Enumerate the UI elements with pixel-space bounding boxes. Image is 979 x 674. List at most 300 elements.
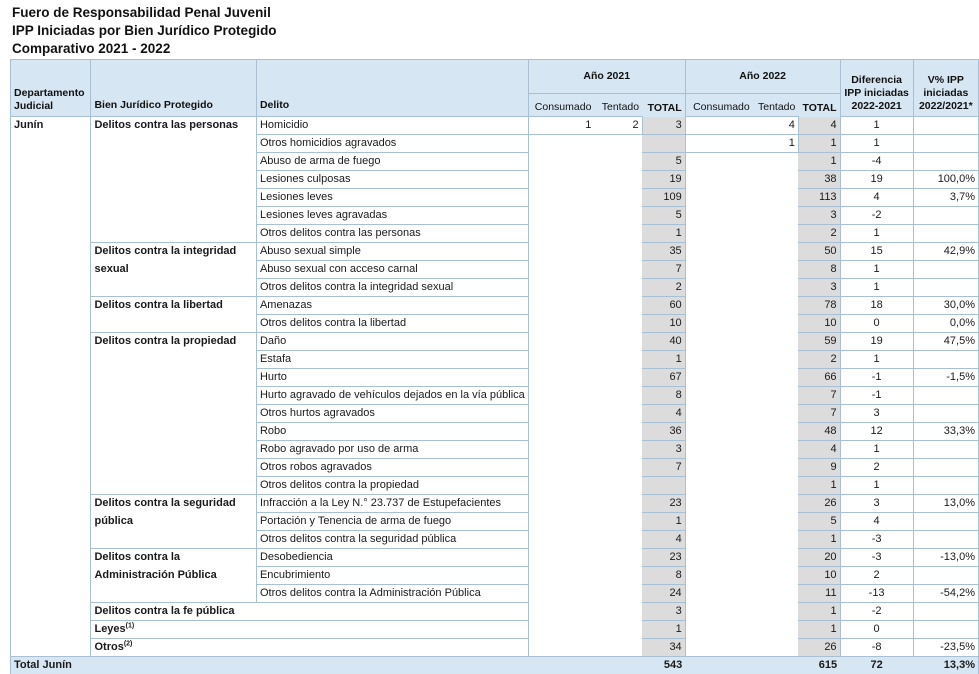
total-2022-cell: 1 — [798, 153, 840, 171]
total-2021-cell: 3 — [642, 117, 685, 135]
header-bien: Bien Jurídico Protegido — [91, 60, 257, 117]
tentado-2021-cell — [594, 621, 642, 639]
department-cell — [11, 441, 91, 459]
header-tentado-2022: Tentado — [753, 94, 799, 117]
ipp-table — [10, 59, 979, 674]
delito-cell: Amenazas — [256, 297, 528, 315]
bien-juridico-cell: Delitos contra la libertad — [91, 297, 257, 315]
total-2022-cell: 3 — [798, 279, 840, 297]
header-diferencia — [840, 60, 913, 117]
total-2022-cell: 3 — [798, 207, 840, 225]
consumado-2022-cell — [685, 225, 753, 243]
department-cell — [11, 153, 91, 171]
tentado-2021-cell — [594, 405, 642, 423]
variacion-cell: 30,0% — [913, 297, 978, 315]
department-cell — [11, 477, 91, 495]
table-row — [11, 207, 979, 225]
tentado-2021-cell — [594, 243, 642, 261]
tentado-2022-cell — [753, 153, 799, 171]
total-2021-value: 543 — [642, 657, 685, 674]
diferencia-cell: 18 — [840, 297, 913, 315]
tentado-2021-cell — [594, 207, 642, 225]
variacion-cell: -13,0% — [913, 549, 978, 567]
total-2021-cell — [642, 477, 685, 495]
total-2022-cell: 7 — [798, 387, 840, 405]
variacion-cell: 33,3% — [913, 423, 978, 441]
department-cell — [11, 567, 91, 585]
department-cell — [11, 405, 91, 423]
delito-cell: Infracción a la Ley N.° 23.737 de Estupefacientes — [256, 495, 528, 513]
tentado-2022-cell — [753, 477, 799, 495]
table-row — [11, 567, 979, 585]
table-row — [11, 603, 979, 621]
consumado-2022-cell — [685, 405, 753, 423]
total-2022-cell: 9 — [798, 459, 840, 477]
diferencia-cell: 19 — [840, 171, 913, 189]
variacion-cell: -23,5% — [913, 639, 978, 657]
total-2021-cell: 10 — [642, 315, 685, 333]
total-2021-cell: 23 — [642, 495, 685, 513]
diferencia-cell: -2 — [840, 603, 913, 621]
total-2022-cell: 59 — [798, 333, 840, 351]
diferencia-cell: 1 — [840, 225, 913, 243]
variacion-cell — [913, 387, 978, 405]
variacion-cell — [913, 117, 978, 135]
total-2022-cell: 2 — [798, 225, 840, 243]
tentado-2021-cell — [594, 369, 642, 387]
department-cell — [11, 207, 91, 225]
department-cell — [11, 513, 91, 531]
bien-juridico-cell: sexual — [91, 261, 257, 279]
consumado-2022-cell — [685, 585, 753, 603]
department-cell — [11, 387, 91, 405]
total-2021-cell: 36 — [642, 423, 685, 441]
bien-juridico-cell — [91, 153, 257, 171]
diferencia-cell: 1 — [840, 261, 913, 279]
consumado-2021-cell — [528, 189, 594, 207]
consumado-2021-cell — [528, 369, 594, 387]
header-consumado-2022: Consumado — [685, 94, 753, 117]
tentado-2021-cell — [594, 459, 642, 477]
total-2022-cell: 11 — [798, 585, 840, 603]
total-2021-cell: 1 — [642, 225, 685, 243]
diferencia-cell: 1 — [840, 351, 913, 369]
header-total-2021: TOTAL — [642, 94, 685, 117]
diferencia-cell: 0 — [840, 621, 913, 639]
bien-juridico-label: Leyes — [94, 623, 126, 635]
delito-cell: Otros homicidios agravados — [256, 135, 528, 153]
consumado-2022-cell — [685, 117, 753, 135]
total-2022-cell: 4 — [798, 441, 840, 459]
table-row — [11, 495, 979, 513]
total-2021-cell: 40 — [642, 333, 685, 351]
tentado-2021-cell — [594, 279, 642, 297]
consumado-2021-cell — [528, 621, 594, 639]
tentado-2021-cell — [594, 297, 642, 315]
tentado-2021-cell — [594, 261, 642, 279]
total-2021-cell: 5 — [642, 207, 685, 225]
total-2022-value: 615 — [798, 657, 840, 674]
consumado-2021-cell — [528, 171, 594, 189]
consumado-2021-cell — [528, 585, 594, 603]
variacion-cell: 0,0% — [913, 315, 978, 333]
consumado-2021-cell — [528, 513, 594, 531]
total-2021-cell — [642, 135, 685, 153]
delito-cell: Lesiones leves agravadas — [256, 207, 528, 225]
bien-juridico-cell — [91, 531, 257, 549]
tentado-2022-cell — [753, 603, 799, 621]
tentado-2022-cell — [753, 495, 799, 513]
department-cell — [11, 549, 91, 567]
tentado-2021-cell — [594, 477, 642, 495]
delito-cell: Abuso de arma de fuego — [256, 153, 528, 171]
diferencia-cell: -3 — [840, 549, 913, 567]
total-2021-cell: 4 — [642, 531, 685, 549]
total-2021-cell: 24 — [642, 585, 685, 603]
tentado-2022-cell — [753, 639, 799, 657]
total-empty — [594, 657, 642, 674]
consumado-2022-cell — [685, 423, 753, 441]
total-2021-cell: 19 — [642, 171, 685, 189]
consumado-2022-cell — [685, 477, 753, 495]
tentado-2022-cell — [753, 513, 799, 531]
total-diferencia-value: 72 — [840, 657, 913, 674]
bien-juridico-cell — [91, 387, 257, 405]
variacion-cell — [913, 513, 978, 531]
tentado-2021-cell — [594, 387, 642, 405]
footnote-marker: (1) — [125, 622, 135, 630]
consumado-2021-cell — [528, 243, 594, 261]
department-cell — [11, 585, 91, 603]
table-row — [11, 369, 979, 387]
consumado-2022-cell — [685, 297, 753, 315]
consumado-2022-cell — [685, 441, 753, 459]
delito-cell: Lesiones culposas — [256, 171, 528, 189]
table-row — [11, 477, 979, 495]
variacion-cell — [913, 351, 978, 369]
total-2022-cell: 66 — [798, 369, 840, 387]
total-variacion-value: 13,3% — [913, 657, 978, 674]
total-2021-cell: 7 — [642, 459, 685, 477]
variacion-cell: 3,7% — [913, 189, 978, 207]
total-2022-cell: 1 — [798, 135, 840, 153]
delito-cell: Hurto — [256, 369, 528, 387]
consumado-2022-cell — [685, 333, 753, 351]
variacion-cell — [913, 261, 978, 279]
table-row — [11, 315, 979, 333]
table-row — [11, 117, 979, 135]
department-cell — [11, 171, 91, 189]
report-period: Comparativo 2021 - 2022 — [12, 41, 171, 56]
tentado-2022-cell — [753, 549, 799, 567]
table-row — [11, 279, 979, 297]
total-2022-cell: 8 — [798, 261, 840, 279]
tentado-2022-cell — [753, 279, 799, 297]
tentado-2021-cell — [594, 549, 642, 567]
delito-cell: Abuso sexual con acceso carnal — [256, 261, 528, 279]
tentado-2021-cell — [594, 531, 642, 549]
diferencia-cell: 0 — [840, 315, 913, 333]
header-departamento — [11, 60, 91, 117]
delito-cell: Otros delitos contra la libertad — [256, 315, 528, 333]
department-cell — [11, 315, 91, 333]
header-dept-line1: Departamento — [14, 87, 85, 99]
consumado-2021-cell — [528, 279, 594, 297]
delito-cell: Robo — [256, 423, 528, 441]
table-row — [11, 549, 979, 567]
variacion-cell — [913, 405, 978, 423]
consumado-2022-cell — [685, 495, 753, 513]
header-tentado-2021: Tentado — [594, 94, 642, 117]
consumado-2022-cell — [685, 189, 753, 207]
tentado-2022-cell — [753, 531, 799, 549]
bien-juridico-cell — [91, 135, 257, 153]
table-row — [11, 441, 979, 459]
total-2022-cell: 26 — [798, 495, 840, 513]
diferencia-cell: -3 — [840, 531, 913, 549]
diferencia-cell: 1 — [840, 117, 913, 135]
department-cell: Junín — [11, 117, 91, 135]
consumado-2021-cell — [528, 531, 594, 549]
bien-juridico-cell: Delitos contra la integridad — [91, 243, 257, 261]
variacion-cell — [913, 531, 978, 549]
diferencia-cell: -1 — [840, 369, 913, 387]
total-2021-cell: 1 — [642, 351, 685, 369]
total-2022-cell: 38 — [798, 171, 840, 189]
table-row — [11, 261, 979, 279]
tentado-2022-cell — [753, 225, 799, 243]
tentado-2021-cell — [594, 333, 642, 351]
total-label: Total Junín — [11, 657, 529, 674]
tentado-2021-cell — [594, 423, 642, 441]
consumado-2022-cell — [685, 207, 753, 225]
delito-cell: Estafa — [256, 351, 528, 369]
variacion-cell — [913, 603, 978, 621]
table-row — [11, 153, 979, 171]
total-2021-cell: 1 — [642, 621, 685, 639]
diferencia-cell: 1 — [840, 279, 913, 297]
variacion-cell — [913, 441, 978, 459]
bien-juridico-cell — [91, 225, 257, 243]
bien-juridico-cell — [91, 459, 257, 477]
diferencia-cell: 3 — [840, 495, 913, 513]
tentado-2021-cell — [594, 225, 642, 243]
diferencia-cell: 19 — [840, 333, 913, 351]
consumado-2022-cell — [685, 531, 753, 549]
delito-cell: Encubrimiento — [256, 567, 528, 585]
consumado-2021-cell — [528, 405, 594, 423]
variacion-cell: 100,0% — [913, 171, 978, 189]
table-row — [11, 351, 979, 369]
total-2022-cell: 1 — [798, 531, 840, 549]
bien-juridico-label: Delitos contra la fe pública — [94, 605, 235, 617]
table-row — [11, 639, 979, 657]
bien-juridico-cell — [91, 441, 257, 459]
department-cell — [11, 423, 91, 441]
header-variacion — [913, 60, 978, 117]
delito-cell: Portación y Tenencia de arma de fuego — [256, 513, 528, 531]
variacion-cell: 47,5% — [913, 333, 978, 351]
header-var-line3: 2022/2021* — [918, 100, 973, 112]
total-2022-cell: 78 — [798, 297, 840, 315]
tentado-2021-cell — [594, 639, 642, 657]
diferencia-cell: 1 — [840, 135, 913, 153]
variacion-cell — [913, 459, 978, 477]
total-2021-cell: 34 — [642, 639, 685, 657]
total-2022-cell: 2 — [798, 351, 840, 369]
consumado-2021-cell — [528, 297, 594, 315]
total-2021-cell: 3 — [642, 603, 685, 621]
delito-cell: Otros delitos contra las personas — [256, 225, 528, 243]
table-row — [11, 585, 979, 603]
table-row — [11, 387, 979, 405]
department-cell — [11, 297, 91, 315]
tentado-2022-cell: 4 — [753, 117, 799, 135]
tentado-2022-cell — [753, 621, 799, 639]
total-2021-cell: 3 — [642, 441, 685, 459]
tentado-2021-cell: 2 — [594, 117, 642, 135]
consumado-2022-cell — [685, 315, 753, 333]
consumado-2021-cell — [528, 495, 594, 513]
tentado-2021-cell — [594, 567, 642, 585]
consumado-2021-cell — [528, 639, 594, 657]
total-2021-cell: 1 — [642, 513, 685, 531]
tentado-2022-cell — [753, 369, 799, 387]
diferencia-cell: -8 — [840, 639, 913, 657]
bien-juridico-cell — [91, 477, 257, 495]
tentado-2022-cell — [753, 189, 799, 207]
delito-cell: Homicidio — [256, 117, 528, 135]
department-cell — [11, 495, 91, 513]
department-cell — [11, 351, 91, 369]
diferencia-cell: 3 — [840, 405, 913, 423]
delito-cell: Desobediencia — [256, 549, 528, 567]
consumado-2021-cell — [528, 423, 594, 441]
tentado-2022-cell — [753, 585, 799, 603]
consumado-2022-cell — [685, 171, 753, 189]
delito-cell: Otros delitos contra la integridad sexual — [256, 279, 528, 297]
total-2022-cell: 50 — [798, 243, 840, 261]
table-row — [11, 225, 979, 243]
consumado-2021-cell — [528, 315, 594, 333]
footnote-marker: (2) — [123, 640, 133, 648]
total-2021-cell: 35 — [642, 243, 685, 261]
table-row — [11, 459, 979, 477]
tentado-2022-cell — [753, 441, 799, 459]
bien-juridico-cell — [91, 351, 257, 369]
variacion-cell: 13,0% — [913, 495, 978, 513]
table-row — [11, 297, 979, 315]
tentado-2022-cell — [753, 297, 799, 315]
consumado-2021-cell — [528, 567, 594, 585]
bien-juridico-cell — [91, 639, 528, 657]
department-cell — [11, 531, 91, 549]
consumado-2021-cell — [528, 207, 594, 225]
delito-cell: Otros delitos contra la propiedad — [256, 477, 528, 495]
tentado-2021-cell — [594, 189, 642, 207]
consumado-2022-cell — [685, 153, 753, 171]
tentado-2022-cell — [753, 387, 799, 405]
total-2021-cell: 67 — [642, 369, 685, 387]
consumado-2021-cell — [528, 333, 594, 351]
variacion-cell — [913, 135, 978, 153]
total-2021-cell: 7 — [642, 261, 685, 279]
bien-juridico-cell — [91, 621, 528, 639]
total-2022-cell: 1 — [798, 477, 840, 495]
table-body — [11, 117, 979, 674]
total-2021-cell: 23 — [642, 549, 685, 567]
consumado-2021-cell — [528, 135, 594, 153]
table-row — [11, 135, 979, 153]
department-cell — [11, 639, 91, 657]
total-2022-cell: 48 — [798, 423, 840, 441]
tentado-2021-cell — [594, 441, 642, 459]
department-cell — [11, 135, 91, 153]
consumado-2021-cell — [528, 225, 594, 243]
tentado-2022-cell — [753, 567, 799, 585]
consumado-2022-cell — [685, 369, 753, 387]
consumado-2022-cell — [685, 279, 753, 297]
tentado-2022-cell — [753, 333, 799, 351]
report-titles — [12, 4, 277, 58]
diferencia-cell: 4 — [840, 189, 913, 207]
diferencia-cell: 2 — [840, 567, 913, 585]
department-cell — [11, 279, 91, 297]
consumado-2021-cell — [528, 153, 594, 171]
consumado-2022-cell — [685, 567, 753, 585]
consumado-2022-cell — [685, 459, 753, 477]
variacion-cell — [913, 279, 978, 297]
consumado-2022-cell — [685, 549, 753, 567]
header-consumado-2021: Consumado — [528, 94, 594, 117]
bien-juridico-cell: Administración Pública — [91, 567, 257, 585]
header-delito: Delito — [256, 60, 528, 117]
variacion-cell — [913, 567, 978, 585]
diferencia-cell: -4 — [840, 153, 913, 171]
consumado-2021-cell — [528, 549, 594, 567]
table-row — [11, 423, 979, 441]
total-empty — [753, 657, 799, 674]
diferencia-cell: 4 — [840, 513, 913, 531]
tentado-2021-cell — [594, 315, 642, 333]
total-2021-cell: 109 — [642, 189, 685, 207]
total-2022-cell: 113 — [798, 189, 840, 207]
department-cell — [11, 243, 91, 261]
bien-juridico-cell — [91, 279, 257, 297]
consumado-2021-cell: 1 — [528, 117, 594, 135]
tentado-2021-cell — [594, 495, 642, 513]
table-row — [11, 531, 979, 549]
consumado-2021-cell — [528, 477, 594, 495]
diferencia-cell: 15 — [840, 243, 913, 261]
delito-cell: Abuso sexual simple — [256, 243, 528, 261]
total-2021-cell: 8 — [642, 387, 685, 405]
variacion-cell — [913, 225, 978, 243]
bien-juridico-cell — [91, 603, 528, 621]
delito-cell: Otros delitos contra la seguridad pública — [256, 531, 528, 549]
diferencia-cell: -13 — [840, 585, 913, 603]
delito-cell: Otros robos agravados — [256, 459, 528, 477]
tentado-2022-cell — [753, 207, 799, 225]
table-row — [11, 621, 979, 639]
total-2021-cell: 4 — [642, 405, 685, 423]
variacion-cell: -54,2% — [913, 585, 978, 603]
variacion-cell: -1,5% — [913, 369, 978, 387]
department-cell — [11, 621, 91, 639]
header-dif-line1: Diferencia — [851, 74, 902, 86]
consumado-2022-cell — [685, 387, 753, 405]
bien-juridico-cell: Delitos contra la seguridad — [91, 495, 257, 513]
